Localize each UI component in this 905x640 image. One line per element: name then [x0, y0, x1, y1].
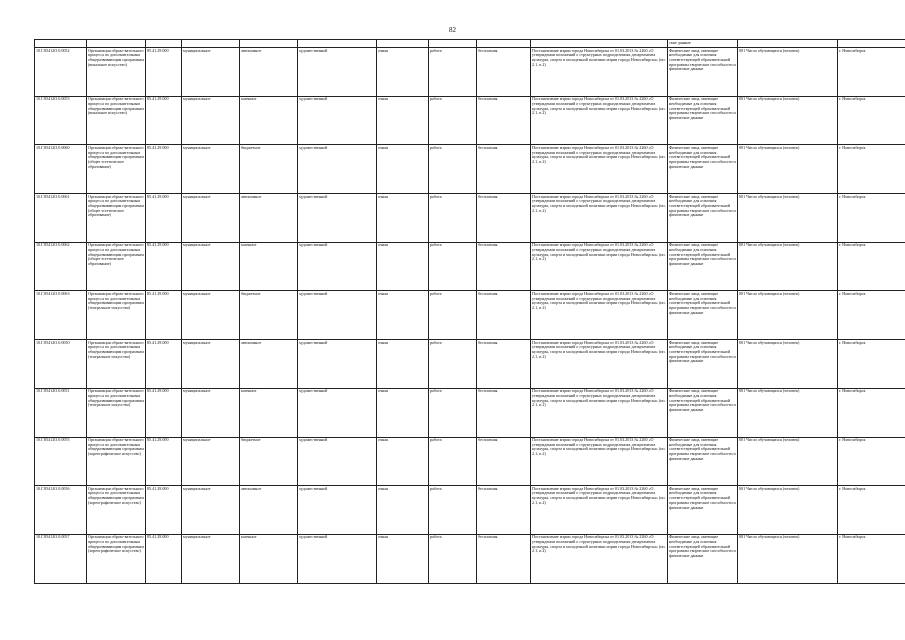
service-name-cell: Организация образо-вательного процесса по дополнительным общеразвивающим программам (вокальное искусство) — [87, 96, 146, 145]
legal-basis-cell: Постановление мэрии города Новосибирска от 01.03.2013 № 2260 «О утверждении положений о структурных подразделениях департамента культуры, спорта и молодежной политики мэрии города Новосибирска» (пп. 2.1, п.2) — [531, 437, 668, 486]
ownership-cell: муниципальное — [182, 388, 240, 437]
payment-cell: бесплатная — [477, 242, 531, 291]
okved-code-cell: 85.41.29.000 — [146, 388, 182, 437]
table-row — [35, 145, 905, 194]
okved-code-cell: 85.41.29.000 — [146, 291, 182, 340]
ownership-cell: муниципальное — [182, 242, 240, 291]
indicator-cell: 001 Число обучающихся (человек) — [738, 242, 838, 291]
okved-code-cell: 85.41.29.000 — [146, 96, 182, 145]
payment-cell: бесплатная — [477, 48, 531, 97]
orientation-cell: художественной — [298, 145, 377, 194]
ownership-cell: муниципальное — [182, 145, 240, 194]
kind-cell: работа — [429, 145, 477, 194]
okved-code-cell: 85.41.29.000 — [146, 486, 182, 535]
registry-code-cell: 10.Г.85412О.0.0057 — [35, 534, 87, 583]
table-cell — [35, 40, 87, 48]
payment-cell: бесплатная — [477, 486, 531, 535]
institution-type-cell: бюджетное — [240, 437, 298, 486]
kind-cell: работа — [429, 291, 477, 340]
orientation-cell: художественной — [298, 534, 377, 583]
study-form-cell: очная — [377, 291, 429, 340]
kind-cell: работа — [429, 388, 477, 437]
place-cell: г. Новосибирск — [838, 388, 905, 437]
ownership-cell: муниципальное — [182, 291, 240, 340]
registry-code-cell: 10.Г.85412О.0.0052 — [35, 48, 87, 97]
ownership-cell: муниципальное — [182, 48, 240, 97]
table-cell — [182, 40, 240, 48]
table-row — [35, 534, 905, 583]
indicator-cell: 001 Число обучающихся (человек) — [738, 340, 838, 389]
orientation-cell: художественной — [298, 291, 377, 340]
orientation-cell: художественной — [298, 486, 377, 535]
institution-type-cell: казенное — [240, 96, 298, 145]
consumers-cell-fragment: ские данные — [668, 40, 738, 48]
study-form-cell: очная — [377, 534, 429, 583]
indicator-cell: 001 Число обучающихся (человек) — [738, 291, 838, 340]
legal-basis-cell: Постановление мэрии города Новосибирска от 01.03.2013 № 2260 «О утверждении положений о структурных подразделениях департамента культуры, спорта и молодежной политики мэрии города Новосибирска» (пп. 2.1, п.2) — [531, 291, 668, 340]
table-row — [35, 340, 905, 389]
consumers-cell: Физические лица, имеющие необходимые для освоения соответствующей образовательной программы творческие способности и физические данные — [668, 340, 738, 389]
orientation-cell: художественной — [298, 48, 377, 97]
indicator-cell: 001 Число обучающихся (человек) — [738, 145, 838, 194]
indicator-cell: 001 Число обучающихся (человек) — [738, 388, 838, 437]
registry-code-cell: 10.Г.85412О.0.0051 — [35, 388, 87, 437]
service-name-cell: Организация образо-вательного процесса по дополнительным общеразвивающим программам (общее эстетическое образование) — [87, 145, 146, 194]
ownership-cell: муниципальное — [182, 534, 240, 583]
place-cell: г. Новосибирск — [838, 48, 905, 97]
registry-code-cell: 10.Г.85412О.0.0062 — [35, 242, 87, 291]
table-row — [35, 194, 905, 243]
ownership-cell: муниципальное — [182, 194, 240, 243]
okved-code-cell: 85.41.29.000 — [146, 194, 182, 243]
page-number: 82 — [449, 26, 456, 34]
service-name-cell: Организация образо-вательного процесса по дополнительным общеразвивающим программам (общее эстетическое образование) — [87, 242, 146, 291]
consumers-cell: Физические лица, имеющие необходимые для освоения соответствующей образовательной программы творческие способности и физические данные — [668, 48, 738, 97]
kind-cell: работа — [429, 96, 477, 145]
service-name-cell: Организация образо-вательного процесса по дополнительным общеразвивающим программам (хореографическое искусство) — [87, 437, 146, 486]
institution-type-cell: автономное — [240, 194, 298, 243]
table-cell — [838, 40, 905, 48]
indicator-cell: 001 Число обучающихся (человек) — [738, 486, 838, 535]
service-name-cell: Организация образо-вательного процесса по дополнительным общеразвивающим программам (вокальное искусство) — [87, 48, 146, 97]
service-name-cell: Организация образо-вательного процесса по дополнительным общеразвивающим программам (театральное искусство) — [87, 340, 146, 389]
legal-basis-cell: Постановление мэрии города Новосибирска от 01.03.2013 № 2260 «О утверждении положений о структурных подразделениях департамента культуры, спорта и молодежной политики мэрии города Новосибирска» (пп. 2.1, п.2) — [531, 194, 668, 243]
kind-cell: работа — [429, 437, 477, 486]
orientation-cell: художественной — [298, 340, 377, 389]
ownership-cell: муниципальное — [182, 340, 240, 389]
indicator-cell: 001 Число обучающихся (человек) — [738, 534, 838, 583]
place-cell: г. Новосибирск — [838, 291, 905, 340]
register-body — [35, 40, 905, 584]
institution-type-cell: автономное — [240, 340, 298, 389]
table-row — [35, 291, 905, 340]
orientation-cell: художественной — [298, 388, 377, 437]
place-cell: г. Новосибирск — [838, 96, 905, 145]
legal-basis-cell: Постановление мэрии города Новосибирска от 01.03.2013 № 2260 «О утверждении положений о структурных подразделениях департамента культуры, спорта и молодежной политики мэрии города Новосибирска» (пп. 2.1, п.2) — [531, 534, 668, 583]
indicator-cell: 001 Число обучающихся (человек) — [738, 96, 838, 145]
indicator-cell: 001 Число обучающихся (человек) — [738, 194, 838, 243]
service-name-cell: Организация образо-вательного процесса по дополнительным общеразвивающим программам (театральное искусство) — [87, 388, 146, 437]
orientation-cell: художественной — [298, 242, 377, 291]
table-row — [35, 48, 905, 97]
study-form-cell: очная — [377, 145, 429, 194]
table-cell — [240, 40, 298, 48]
study-form-cell: очная — [377, 388, 429, 437]
okved-code-cell: 85.41.29.000 — [146, 48, 182, 97]
kind-cell: работа — [429, 340, 477, 389]
service-name-cell: Организация образо-вательного процесса по дополнительным общеразвивающим программам (хореографическое искусство) — [87, 534, 146, 583]
consumers-cell: Физические лица, имеющие необходимые для освоения соответствующей образовательной программы творческие способности и физические данные — [668, 437, 738, 486]
okved-code-cell: 85.41.29.000 — [146, 145, 182, 194]
consumers-cell: Физические лица, имеющие необходимые для освоения соответствующей образовательной программы творческие способности и физические данные — [668, 534, 738, 583]
institution-type-cell: бюджетное — [240, 291, 298, 340]
orientation-cell: художественной — [298, 194, 377, 243]
payment-cell: бесплатная — [477, 534, 531, 583]
kind-cell: работа — [429, 486, 477, 535]
study-form-cell: очная — [377, 194, 429, 243]
table-row — [35, 96, 905, 145]
table-cell — [738, 40, 838, 48]
legal-basis-cell: Постановление мэрии города Новосибирска от 01.03.2013 № 2260 «О утверждении положений о структурных подразделениях департамента культуры, спорта и молодежной политики мэрии города Новосибирска» (пп. 2.1, п.2) — [531, 96, 668, 145]
place-cell: г. Новосибирск — [838, 194, 905, 243]
consumers-cell: Физические лица, имеющие необходимые для освоения соответствующей образовательной программы творческие способности и физические данные — [668, 194, 738, 243]
institution-type-cell: казенное — [240, 534, 298, 583]
table-cell — [531, 40, 668, 48]
legal-basis-cell: Постановление мэрии города Новосибирска от 01.03.2013 № 2260 «О утверждении положений о структурных подразделениях департамента культуры, спорта и молодежной политики мэрии города Новосибирска» (пп. 2.1, п.2) — [531, 340, 668, 389]
legal-basis-cell: Постановление мэрии города Новосибирска от 01.03.2013 № 2260 «О утверждении положений о структурных подразделениях департамента культуры, спорта и молодежной политики мэрии города Новосибирска» (пп. 2.1, п.2) — [531, 486, 668, 535]
payment-cell: бесплатная — [477, 96, 531, 145]
study-form-cell: очная — [377, 486, 429, 535]
study-form-cell: очная — [377, 96, 429, 145]
consumers-cell: Физические лица, имеющие необходимые для освоения соответствующей образовательной программы творческие способности и физические данные — [668, 145, 738, 194]
okved-code-cell: 85.41.29.000 — [146, 340, 182, 389]
kind-cell: работа — [429, 534, 477, 583]
place-cell: г. Новосибирск — [838, 145, 905, 194]
okved-code-cell: 85.41.29.000 — [146, 242, 182, 291]
study-form-cell: очная — [377, 437, 429, 486]
okved-code-cell: 85.41.29.000 — [146, 437, 182, 486]
registry-code-cell: 10.Г.85412О.0.0063 — [35, 291, 87, 340]
place-cell: г. Новосибирск — [838, 242, 905, 291]
table-cell — [477, 40, 531, 48]
legal-basis-cell: Постановление мэрии города Новосибирска от 01.03.2013 № 2260 «О утверждении положений о структурных подразделениях департамента культуры, спорта и молодежной политики мэрии города Новосибирска» (пп. 2.1, п.2) — [531, 388, 668, 437]
place-cell: г. Новосибирск — [838, 486, 905, 535]
place-cell: г. Новосибирск — [838, 534, 905, 583]
table-row — [35, 486, 905, 535]
table-cell — [429, 40, 477, 48]
registry-code-cell: 10.Г.85412О.0.0056 — [35, 486, 87, 535]
kind-cell: работа — [429, 48, 477, 97]
orientation-cell: художественной — [298, 96, 377, 145]
table-cell — [146, 40, 182, 48]
consumers-cell: Физические лица, имеющие необходимые для освоения соответствующей образовательной программы творческие способности и физические данные — [668, 242, 738, 291]
consumers-cell: Физические лица, имеющие необходимые для освоения соответствующей образовательной программы творческие способности и физические данные — [668, 291, 738, 340]
ownership-cell: муниципальное — [182, 96, 240, 145]
study-form-cell: очная — [377, 340, 429, 389]
institution-type-cell: бюджетное — [240, 145, 298, 194]
service-name-cell: Организация образо-вательного процесса по дополнительным общеразвивающим программам (хореографическое искусство) — [87, 486, 146, 535]
institution-type-cell: автономное — [240, 48, 298, 97]
consumers-cell: Физические лица, имеющие необходимые для освоения соответствующей образовательной программы творческие способности и физические данные — [668, 486, 738, 535]
table-row — [35, 388, 905, 437]
table-cell — [298, 40, 377, 48]
registry-code-cell: 10.Г.85412О.0.0061 — [35, 194, 87, 243]
registry-code-cell: 10.Г.85412О.0.0060 — [35, 145, 87, 194]
payment-cell: бесплатная — [477, 194, 531, 243]
legal-basis-cell: Постановление мэрии города Новосибирска от 01.03.2013 № 2260 «О утверждении положений о структурных подразделениях департамента культуры, спорта и молодежной политики мэрии города Новосибирска» (пп. 2.1, п.2) — [531, 145, 668, 194]
place-cell: г. Новосибирск — [838, 437, 905, 486]
indicator-cell: 001 Число обучающихся (человек) — [738, 437, 838, 486]
table-cell — [87, 40, 146, 48]
place-cell: г. Новосибирск — [838, 340, 905, 389]
payment-cell: бесплатная — [477, 291, 531, 340]
payment-cell: бесплатная — [477, 437, 531, 486]
service-name-cell: Организация образо-вательного процесса по дополнительным общеразвивающим программам (театральное искусство) — [87, 291, 146, 340]
payment-cell: бесплатная — [477, 388, 531, 437]
registry-code-cell: 10.Г.85412О.0.0053 — [35, 96, 87, 145]
table-cell — [377, 40, 429, 48]
legal-basis-cell: Постановление мэрии города Новосибирска от 01.03.2013 № 2260 «О утверждении положений о структурных подразделениях департамента культуры, спорта и молодежной политики мэрии города Новосибирска» (пп. 2.1, п.2) — [531, 242, 668, 291]
registry-code-cell: 10.Г.85412О.0.0055 — [35, 437, 87, 486]
payment-cell: бесплатная — [477, 340, 531, 389]
institution-type-cell: казенное — [240, 242, 298, 291]
service-name-cell: Организация образо-вательного процесса по дополнительным общеразвивающим программам (общее эстетическое образование) — [87, 194, 146, 243]
registry-code-cell: 10.Г.85412О.0.0050 — [35, 340, 87, 389]
kind-cell: работа — [429, 194, 477, 243]
ownership-cell: муниципальное — [182, 437, 240, 486]
ownership-cell: муниципальное — [182, 486, 240, 535]
table-row — [35, 242, 905, 291]
indicator-cell: 001 Число обучающихся (человек) — [738, 48, 838, 97]
table-row — [35, 437, 905, 486]
orientation-cell: художественной — [298, 437, 377, 486]
kind-cell: работа — [429, 242, 477, 291]
okved-code-cell: 85.41.29.000 — [146, 534, 182, 583]
institution-type-cell: автономное — [240, 486, 298, 535]
payment-cell: бесплатная — [477, 145, 531, 194]
services-register-table — [34, 39, 905, 584]
consumers-cell: Физические лица, имеющие необходимые для освоения соответствующей образовательной программы творческие способности и физические данные — [668, 96, 738, 145]
study-form-cell: очная — [377, 48, 429, 97]
table-row-continuation — [35, 40, 905, 48]
study-form-cell: очная — [377, 242, 429, 291]
legal-basis-cell: Постановление мэрии города Новосибирска от 01.03.2013 № 2260 «О утверждении положений о структурных подразделениях департамента культуры, спорта и молодежной политики мэрии города Новосибирска» (пп. 2.1, п.2) — [531, 48, 668, 97]
institution-type-cell: казенное — [240, 388, 298, 437]
consumers-cell: Физические лица, имеющие необходимые для освоения соответствующей образовательной программы творческие способности и физические данные — [668, 388, 738, 437]
